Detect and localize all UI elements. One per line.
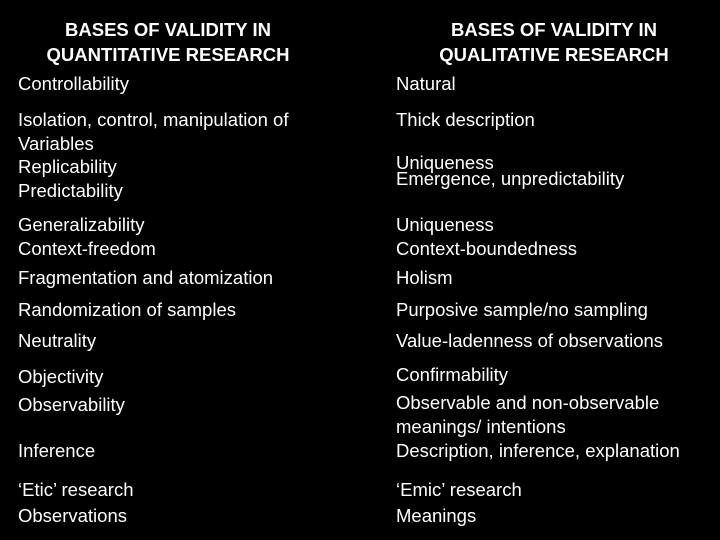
basis-line: Isolation, control, manipulation of: [18, 109, 289, 130]
quantitative-header-line: BASES OF VALIDITY IN: [65, 19, 271, 40]
basis-line: Value-ladenness of observations: [396, 330, 664, 351]
basis-line: Meanings: [396, 505, 477, 526]
quantitative-basis: [18, 329, 96, 353]
basis-line: Description, inference, explanation: [396, 440, 680, 461]
quantitative-basis: [18, 363, 125, 419]
quantitative-basis: [18, 298, 236, 322]
qualitative-header-line: QUALITATIVE RESEARCH: [439, 44, 669, 65]
basis-line: Predictability: [18, 180, 123, 201]
quantitative-basis: [18, 439, 95, 463]
quantitative-basis: [18, 213, 156, 261]
quantitative-basis: [18, 72, 129, 96]
quantitative-basis: [18, 155, 123, 203]
basis-line: Context-boundedness: [396, 238, 578, 259]
basis-line: Uniqueness: [396, 214, 494, 235]
basis-line: Generalizability: [18, 214, 145, 235]
basis-line: Randomization of samples: [18, 299, 236, 320]
qualitative-basis: [396, 152, 625, 189]
quantitative-basis: [18, 477, 134, 529]
qualitative-basis: [396, 108, 535, 132]
qualitative-basis: [396, 266, 453, 290]
basis-line: Inference: [18, 440, 96, 461]
qualitative-basis: [396, 298, 648, 322]
qualitative-basis: [396, 72, 456, 96]
basis-line: Observability: [18, 394, 125, 415]
qualitative-basis: [396, 439, 680, 463]
qualitative-basis: [396, 363, 659, 439]
basis-line: Observations: [18, 505, 127, 526]
basis-line: meanings/ intentions: [396, 416, 566, 437]
basis-line: Context-freedom: [18, 238, 156, 259]
basis-line: Holism: [396, 267, 453, 288]
qualitative-basis: [396, 329, 663, 353]
basis-line: ‘Etic’ research: [18, 479, 134, 500]
quantitative-header: [18, 17, 318, 67]
quantitative-header-line: QUANTITATIVE RESEARCH: [46, 44, 290, 65]
basis-line: Thick description: [396, 109, 535, 130]
basis-line: Variables: [18, 133, 94, 154]
basis-line: Controllability: [18, 73, 130, 94]
qualitative-header: [395, 17, 713, 67]
basis-line: Natural: [396, 73, 456, 94]
qualitative-basis: [396, 477, 522, 529]
quantitative-basis: [18, 266, 273, 290]
qualitative-basis: [396, 213, 577, 261]
quantitative-basis: [18, 108, 288, 156]
basis-line: Observable and non-observable: [396, 392, 660, 413]
basis-line: Neutrality: [18, 330, 97, 351]
basis-line: Purposive sample/no sampling: [396, 299, 648, 320]
basis-line: Fragmentation and atomization: [18, 267, 274, 288]
basis-line: Uniqueness: [396, 152, 494, 173]
basis-line: Confirmability: [396, 364, 509, 385]
qualitative-header-line: BASES OF VALIDITY IN: [451, 19, 657, 40]
basis-line: Objectivity: [18, 366, 104, 387]
basis-line: Replicability: [18, 156, 117, 177]
basis-line: ‘Emic’ research: [396, 479, 522, 500]
basis-line: Emergence, unpredictability: [396, 168, 625, 189]
